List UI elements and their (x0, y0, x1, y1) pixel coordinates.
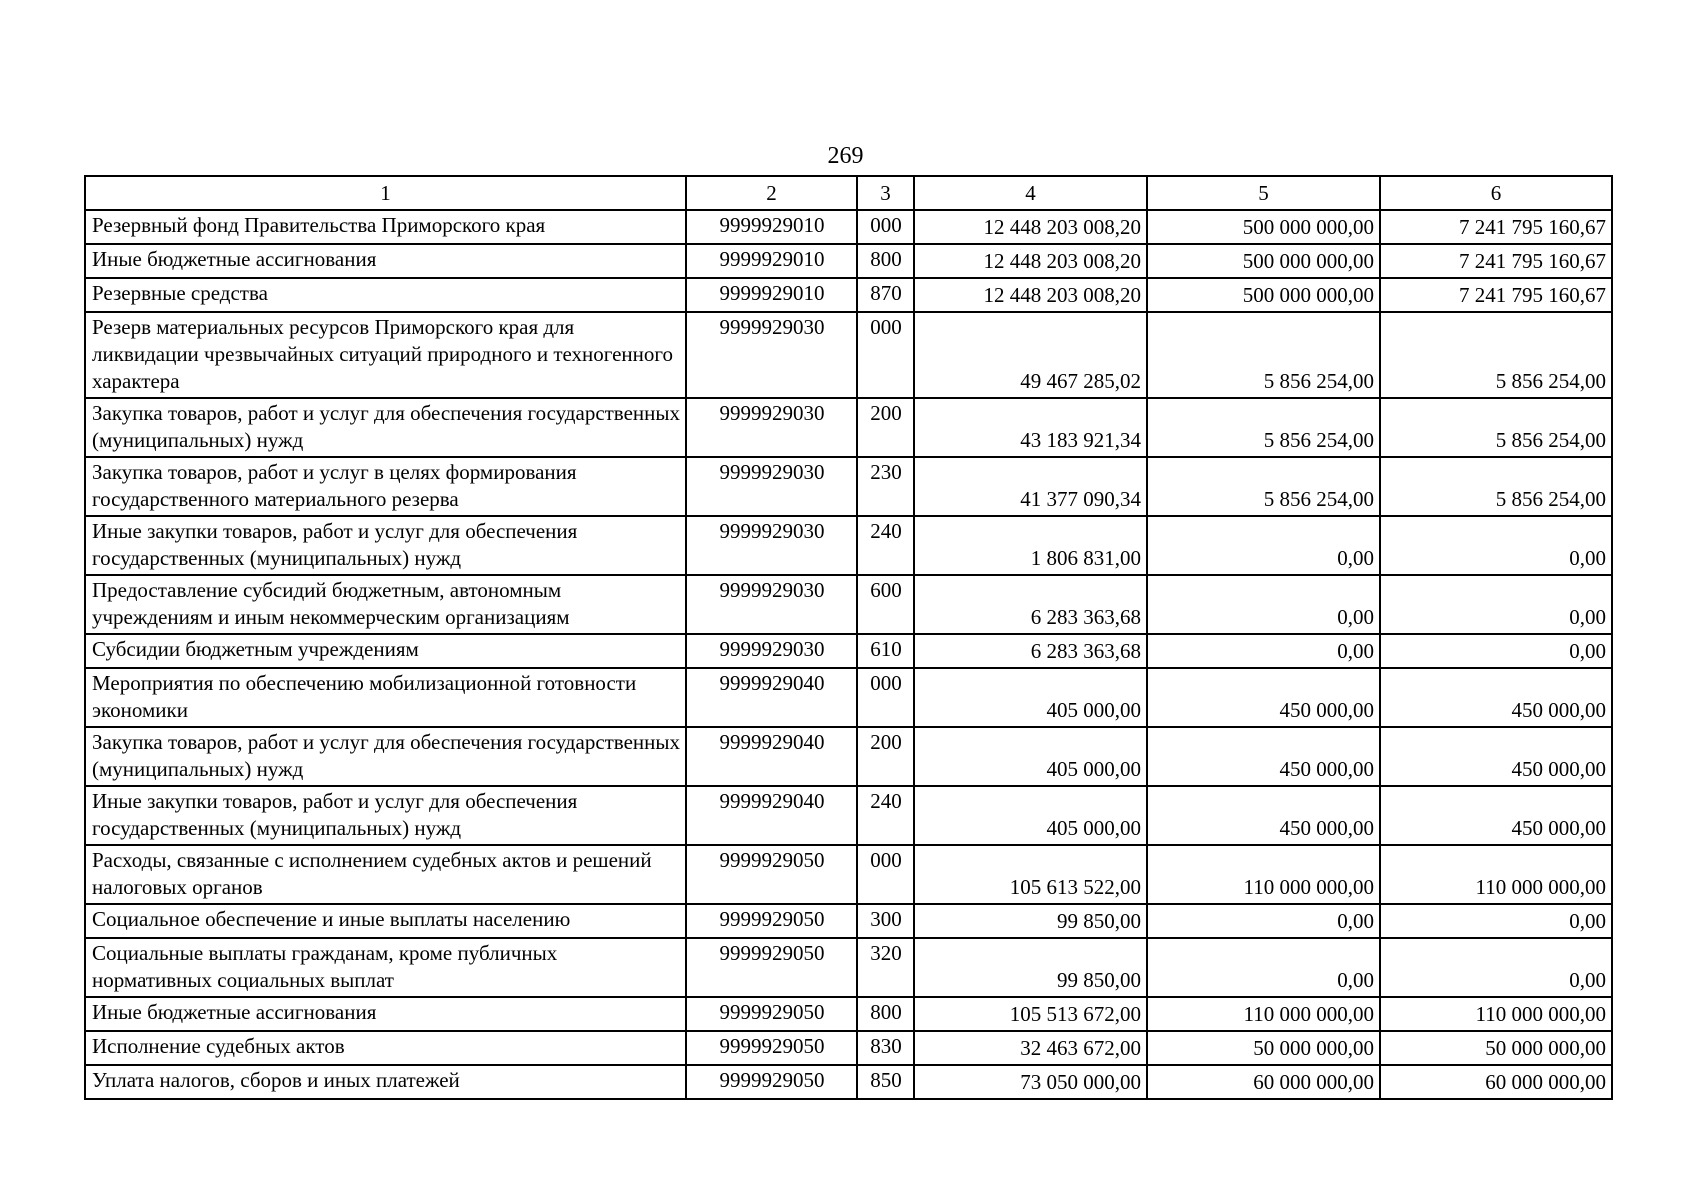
row-amount-col6: 110 000 000,00 (1380, 845, 1612, 904)
row-amount-col5: 50 000 000,00 (1147, 1031, 1380, 1065)
row-amount-col6: 7 241 795 160,67 (1380, 210, 1612, 244)
row-name: Иные бюджетные ассигнования (85, 997, 686, 1031)
column-header: 4 (914, 176, 1147, 210)
row-amount-col4: 6 283 363,68 (914, 575, 1147, 634)
row-expense-kind: 240 (857, 786, 914, 845)
row-expense-kind: 200 (857, 727, 914, 786)
row-amount-col4: 99 850,00 (914, 938, 1147, 997)
row-expense-kind: 320 (857, 938, 914, 997)
row-target-code: 9999929030 (686, 516, 857, 575)
row-expense-kind: 000 (857, 312, 914, 398)
row-amount-col5: 5 856 254,00 (1147, 312, 1380, 398)
row-target-code: 9999929050 (686, 997, 857, 1031)
row-amount-col6: 7 241 795 160,67 (1380, 278, 1612, 312)
row-target-code: 9999929050 (686, 904, 857, 938)
column-header: 6 (1380, 176, 1612, 210)
row-amount-col6: 0,00 (1380, 575, 1612, 634)
row-target-code: 9999929010 (686, 244, 857, 278)
row-amount-col5: 0,00 (1147, 575, 1380, 634)
row-amount-col4: 43 183 921,34 (914, 398, 1147, 457)
row-target-code: 9999929010 (686, 210, 857, 244)
row-target-code: 9999929050 (686, 1065, 857, 1099)
row-expense-kind: 000 (857, 668, 914, 727)
row-expense-kind: 000 (857, 845, 914, 904)
table-row (85, 668, 1612, 727)
row-amount-col6: 450 000,00 (1380, 727, 1612, 786)
row-amount-col5: 110 000 000,00 (1147, 997, 1380, 1031)
table-row (85, 575, 1612, 634)
row-amount-col4: 49 467 285,02 (914, 312, 1147, 398)
row-name: Социальные выплаты гражданам, кроме публичных нормативных социальных выплат (85, 938, 686, 997)
row-name: Закупка товаров, работ и услуг для обеспечения государственных (муниципальных) нужд (85, 398, 686, 457)
table-row (85, 312, 1612, 398)
row-amount-col6: 50 000 000,00 (1380, 1031, 1612, 1065)
row-name: Резерв материальных ресурсов Приморского края для ликвидации чрезвычайных ситуаций природного и техногенного характера (85, 312, 686, 398)
row-amount-col4: 32 463 672,00 (914, 1031, 1147, 1065)
table-row (85, 278, 1612, 312)
row-expense-kind: 830 (857, 1031, 914, 1065)
row-target-code: 9999929010 (686, 278, 857, 312)
table-row (85, 845, 1612, 904)
row-amount-col5: 5 856 254,00 (1147, 457, 1380, 516)
table-row (85, 634, 1612, 668)
row-amount-col4: 12 448 203 008,20 (914, 278, 1147, 312)
row-target-code: 9999929050 (686, 938, 857, 997)
row-name: Субсидии бюджетным учреждениям (85, 634, 686, 668)
row-target-code: 9999929050 (686, 845, 857, 904)
row-amount-col4: 1 806 831,00 (914, 516, 1147, 575)
row-expense-kind: 870 (857, 278, 914, 312)
column-header: 1 (85, 176, 686, 210)
row-amount-col5: 0,00 (1147, 634, 1380, 668)
row-amount-col5: 500 000 000,00 (1147, 278, 1380, 312)
row-name: Закупка товаров, работ и услуг для обеспечения государственных (муниципальных) нужд (85, 727, 686, 786)
row-name: Предоставление субсидий бюджетным, автономным учреждениям и иным некоммерческим организациям (85, 575, 686, 634)
row-amount-col5: 450 000,00 (1147, 786, 1380, 845)
table-row (85, 997, 1612, 1031)
row-amount-col6: 0,00 (1380, 516, 1612, 575)
row-name: Исполнение судебных актов (85, 1031, 686, 1065)
row-expense-kind: 300 (857, 904, 914, 938)
row-expense-kind: 200 (857, 398, 914, 457)
row-amount-col4: 99 850,00 (914, 904, 1147, 938)
row-target-code: 9999929040 (686, 727, 857, 786)
page-number: 269 (827, 143, 864, 169)
row-amount-col6: 450 000,00 (1380, 668, 1612, 727)
row-expense-kind: 240 (857, 516, 914, 575)
row-name: Иные закупки товаров, работ и услуг для обеспечения государственных (муниципальных) нужд (85, 516, 686, 575)
row-expense-kind: 800 (857, 244, 914, 278)
row-amount-col5: 450 000,00 (1147, 727, 1380, 786)
row-name: Иные закупки товаров, работ и услуг для обеспечения государственных (муниципальных) нужд (85, 786, 686, 845)
row-amount-col6: 60 000 000,00 (1380, 1065, 1612, 1099)
row-amount-col4: 405 000,00 (914, 786, 1147, 845)
row-amount-col4: 405 000,00 (914, 727, 1147, 786)
table-row (85, 727, 1612, 786)
row-target-code: 9999929030 (686, 575, 857, 634)
row-target-code: 9999929040 (686, 668, 857, 727)
row-amount-col6: 5 856 254,00 (1380, 312, 1612, 398)
row-amount-col5: 500 000 000,00 (1147, 210, 1380, 244)
row-amount-col5: 500 000 000,00 (1147, 244, 1380, 278)
table-row (85, 938, 1612, 997)
row-amount-col5: 110 000 000,00 (1147, 845, 1380, 904)
row-name: Иные бюджетные ассигнования (85, 244, 686, 278)
row-target-code: 9999929030 (686, 398, 857, 457)
row-amount-col4: 6 283 363,68 (914, 634, 1147, 668)
row-expense-kind: 230 (857, 457, 914, 516)
row-amount-col6: 110 000 000,00 (1380, 997, 1612, 1031)
table-row (85, 904, 1612, 938)
row-name: Резервные средства (85, 278, 686, 312)
row-target-code: 9999929030 (686, 312, 857, 398)
row-expense-kind: 000 (857, 210, 914, 244)
row-target-code: 9999929030 (686, 634, 857, 668)
table-row (85, 516, 1612, 575)
header-row (85, 176, 1612, 210)
row-amount-col6: 5 856 254,00 (1380, 398, 1612, 457)
row-amount-col4: 405 000,00 (914, 668, 1147, 727)
row-amount-col6: 450 000,00 (1380, 786, 1612, 845)
row-amount-col4: 73 050 000,00 (914, 1065, 1147, 1099)
row-amount-col6: 5 856 254,00 (1380, 457, 1612, 516)
table-row (85, 1065, 1612, 1099)
row-target-code: 9999929050 (686, 1031, 857, 1065)
row-amount-col4: 41 377 090,34 (914, 457, 1147, 516)
table-row (85, 1031, 1612, 1065)
row-target-code: 9999929030 (686, 457, 857, 516)
row-name: Уплата налогов, сборов и иных платежей (85, 1065, 686, 1099)
row-amount-col6: 0,00 (1380, 634, 1612, 668)
column-header: 2 (686, 176, 857, 210)
table-row (85, 457, 1612, 516)
row-amount-col4: 12 448 203 008,20 (914, 210, 1147, 244)
row-name: Социальное обеспечение и иные выплаты населению (85, 904, 686, 938)
column-header: 5 (1147, 176, 1380, 210)
table-row (85, 210, 1612, 244)
row-expense-kind: 800 (857, 997, 914, 1031)
row-amount-col6: 7 241 795 160,67 (1380, 244, 1612, 278)
row-amount-col5: 0,00 (1147, 904, 1380, 938)
table-row (85, 786, 1612, 845)
row-name: Расходы, связанные с исполнением судебных актов и решений налоговых органов (85, 845, 686, 904)
column-header: 3 (857, 176, 914, 210)
row-amount-col6: 0,00 (1380, 904, 1612, 938)
budget-table (84, 175, 1613, 1100)
row-amount-col4: 105 613 522,00 (914, 845, 1147, 904)
row-amount-col5: 5 856 254,00 (1147, 398, 1380, 457)
row-amount-col5: 60 000 000,00 (1147, 1065, 1380, 1099)
row-expense-kind: 850 (857, 1065, 914, 1099)
row-target-code: 9999929040 (686, 786, 857, 845)
row-amount-col6: 0,00 (1380, 938, 1612, 997)
row-name: Закупка товаров, работ и услуг в целях формирования государственного материального резерва (85, 457, 686, 516)
row-amount-col5: 0,00 (1147, 938, 1380, 997)
row-name: Резервный фонд Правительства Приморского края (85, 210, 686, 244)
row-amount-col5: 450 000,00 (1147, 668, 1380, 727)
row-name: Мероприятия по обеспечению мобилизационной готовности экономики (85, 668, 686, 727)
row-expense-kind: 600 (857, 575, 914, 634)
row-amount-col5: 0,00 (1147, 516, 1380, 575)
table-row (85, 398, 1612, 457)
row-amount-col4: 105 513 672,00 (914, 997, 1147, 1031)
table-row (85, 244, 1612, 278)
row-amount-col4: 12 448 203 008,20 (914, 244, 1147, 278)
row-expense-kind: 610 (857, 634, 914, 668)
